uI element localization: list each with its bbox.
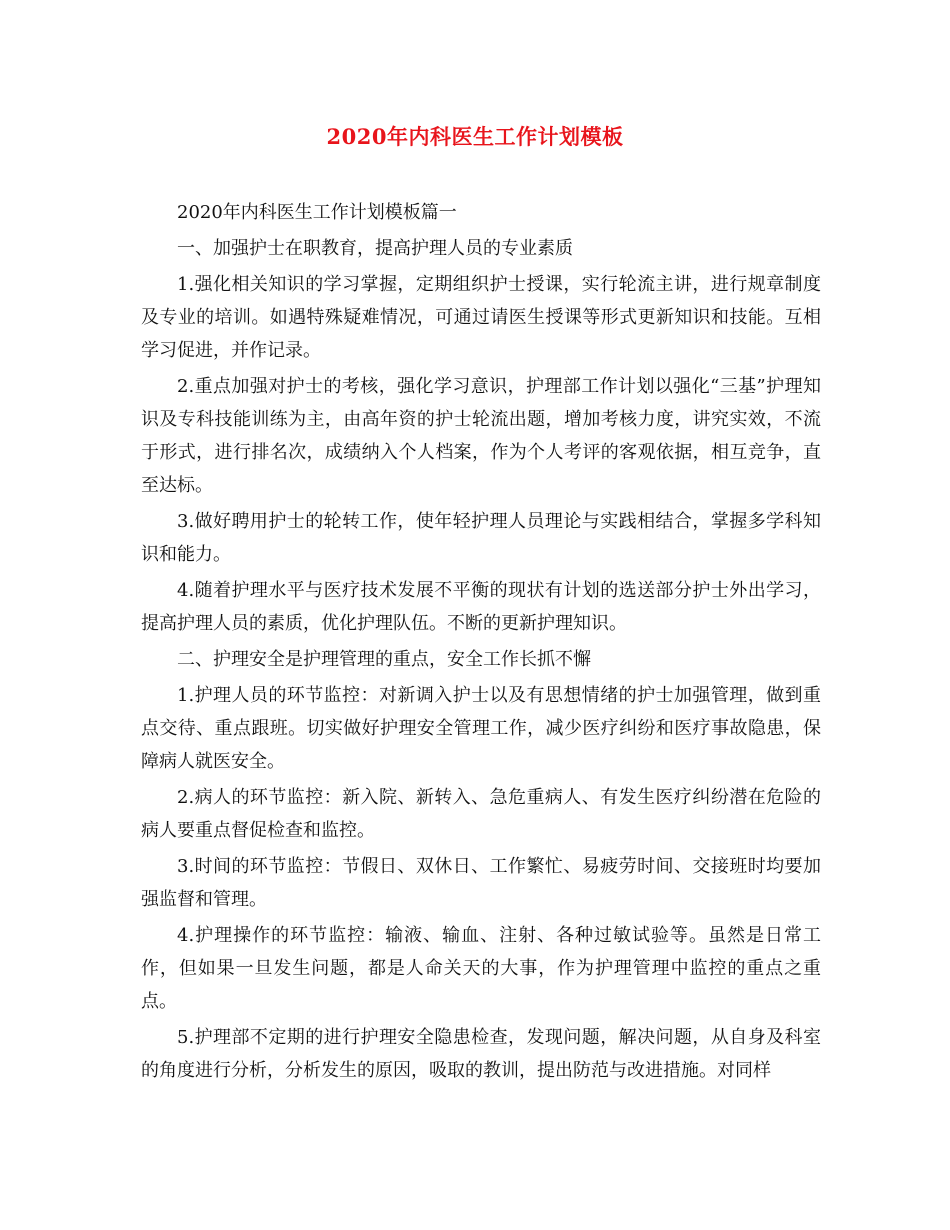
- paragraph-safety-1: 1.护理人员的环节监控：对新调入护士以及有思想情绪的护士加强管理，做到重点交待、重点跟班。切实做好护理安全管理工作，减少医疗纠纷和医疗事故隐患，保障病人就医安全。: [141, 685, 821, 772]
- document-body: [141, 196, 821, 1090]
- section-heading-education: 一、加强护士在职教育，提高护理人员的专业素质: [177, 238, 573, 259]
- section-heading-safety: 二、护理安全是护理管理的重点，安全工作长抓不懈: [177, 649, 591, 670]
- paragraph-safety-4: 4.护理操作的环节监控：输液、输血、注射、各种过敏试验等。虽然是日常工作，但如果一旦发生问题，都是人命关天的大事，作为护理管理中监控的重点之重点。: [141, 925, 821, 1012]
- paragraph-education-1: 1.强化相关知识的学习掌握，定期组织护士授课，实行轮流主讲，进行规章制度及专业的培训。如遇特殊疑难情况，可通过请医生授课等形式更新知识和技能。互相学习促进，并作记录。: [141, 274, 821, 361]
- paragraph-education-4: 4.随着护理水平与医疗技术发展不平衡的现状有计划的选送部分护士外出学习，提高护理人员的素质，优化护理队伍。不断的更新护理知识。: [141, 580, 821, 634]
- document-title: 2020年内科医生工作计划模板: [326, 124, 624, 149]
- paragraph-safety-5: 5.护理部不定期的进行护理安全隐患检查，发现问题，解决问题，从自身及科室的角度进行分析，分析发生的原因，吸取的教训，提出防范与改进措施。对同样: [141, 1027, 821, 1081]
- paragraph-safety-3: 3.时间的环节监控：节假日、双休日、工作繁忙、易疲劳时间、交接班时均要加强监督和管理。: [141, 856, 821, 910]
- section-heading-plan-one: 2020年内科医生工作计划模板篇一: [177, 202, 457, 223]
- paragraph-safety-2: 2.病人的环节监控：新入院、新转入、急危重病人、有发生医疗纠纷潜在危险的病人要重点督促检查和监控。: [141, 787, 821, 841]
- paragraph-education-3: 3.做好聘用护士的轮转工作，使年轻护理人员理论与实践相结合，掌握多学科知识和能力。: [141, 511, 821, 565]
- paragraph-education-2: 2.重点加强对护士的考核，强化学习意识，护理部工作计划以强化“三基”护理知识及专科技能训练为主，由高年资的护士轮流出题，增加考核力度，讲究实效，不流于形式，进行排名次，成绩纳入个人档案，作为个人考评的客观依据，相互竞争，直至达标。: [141, 376, 821, 496]
